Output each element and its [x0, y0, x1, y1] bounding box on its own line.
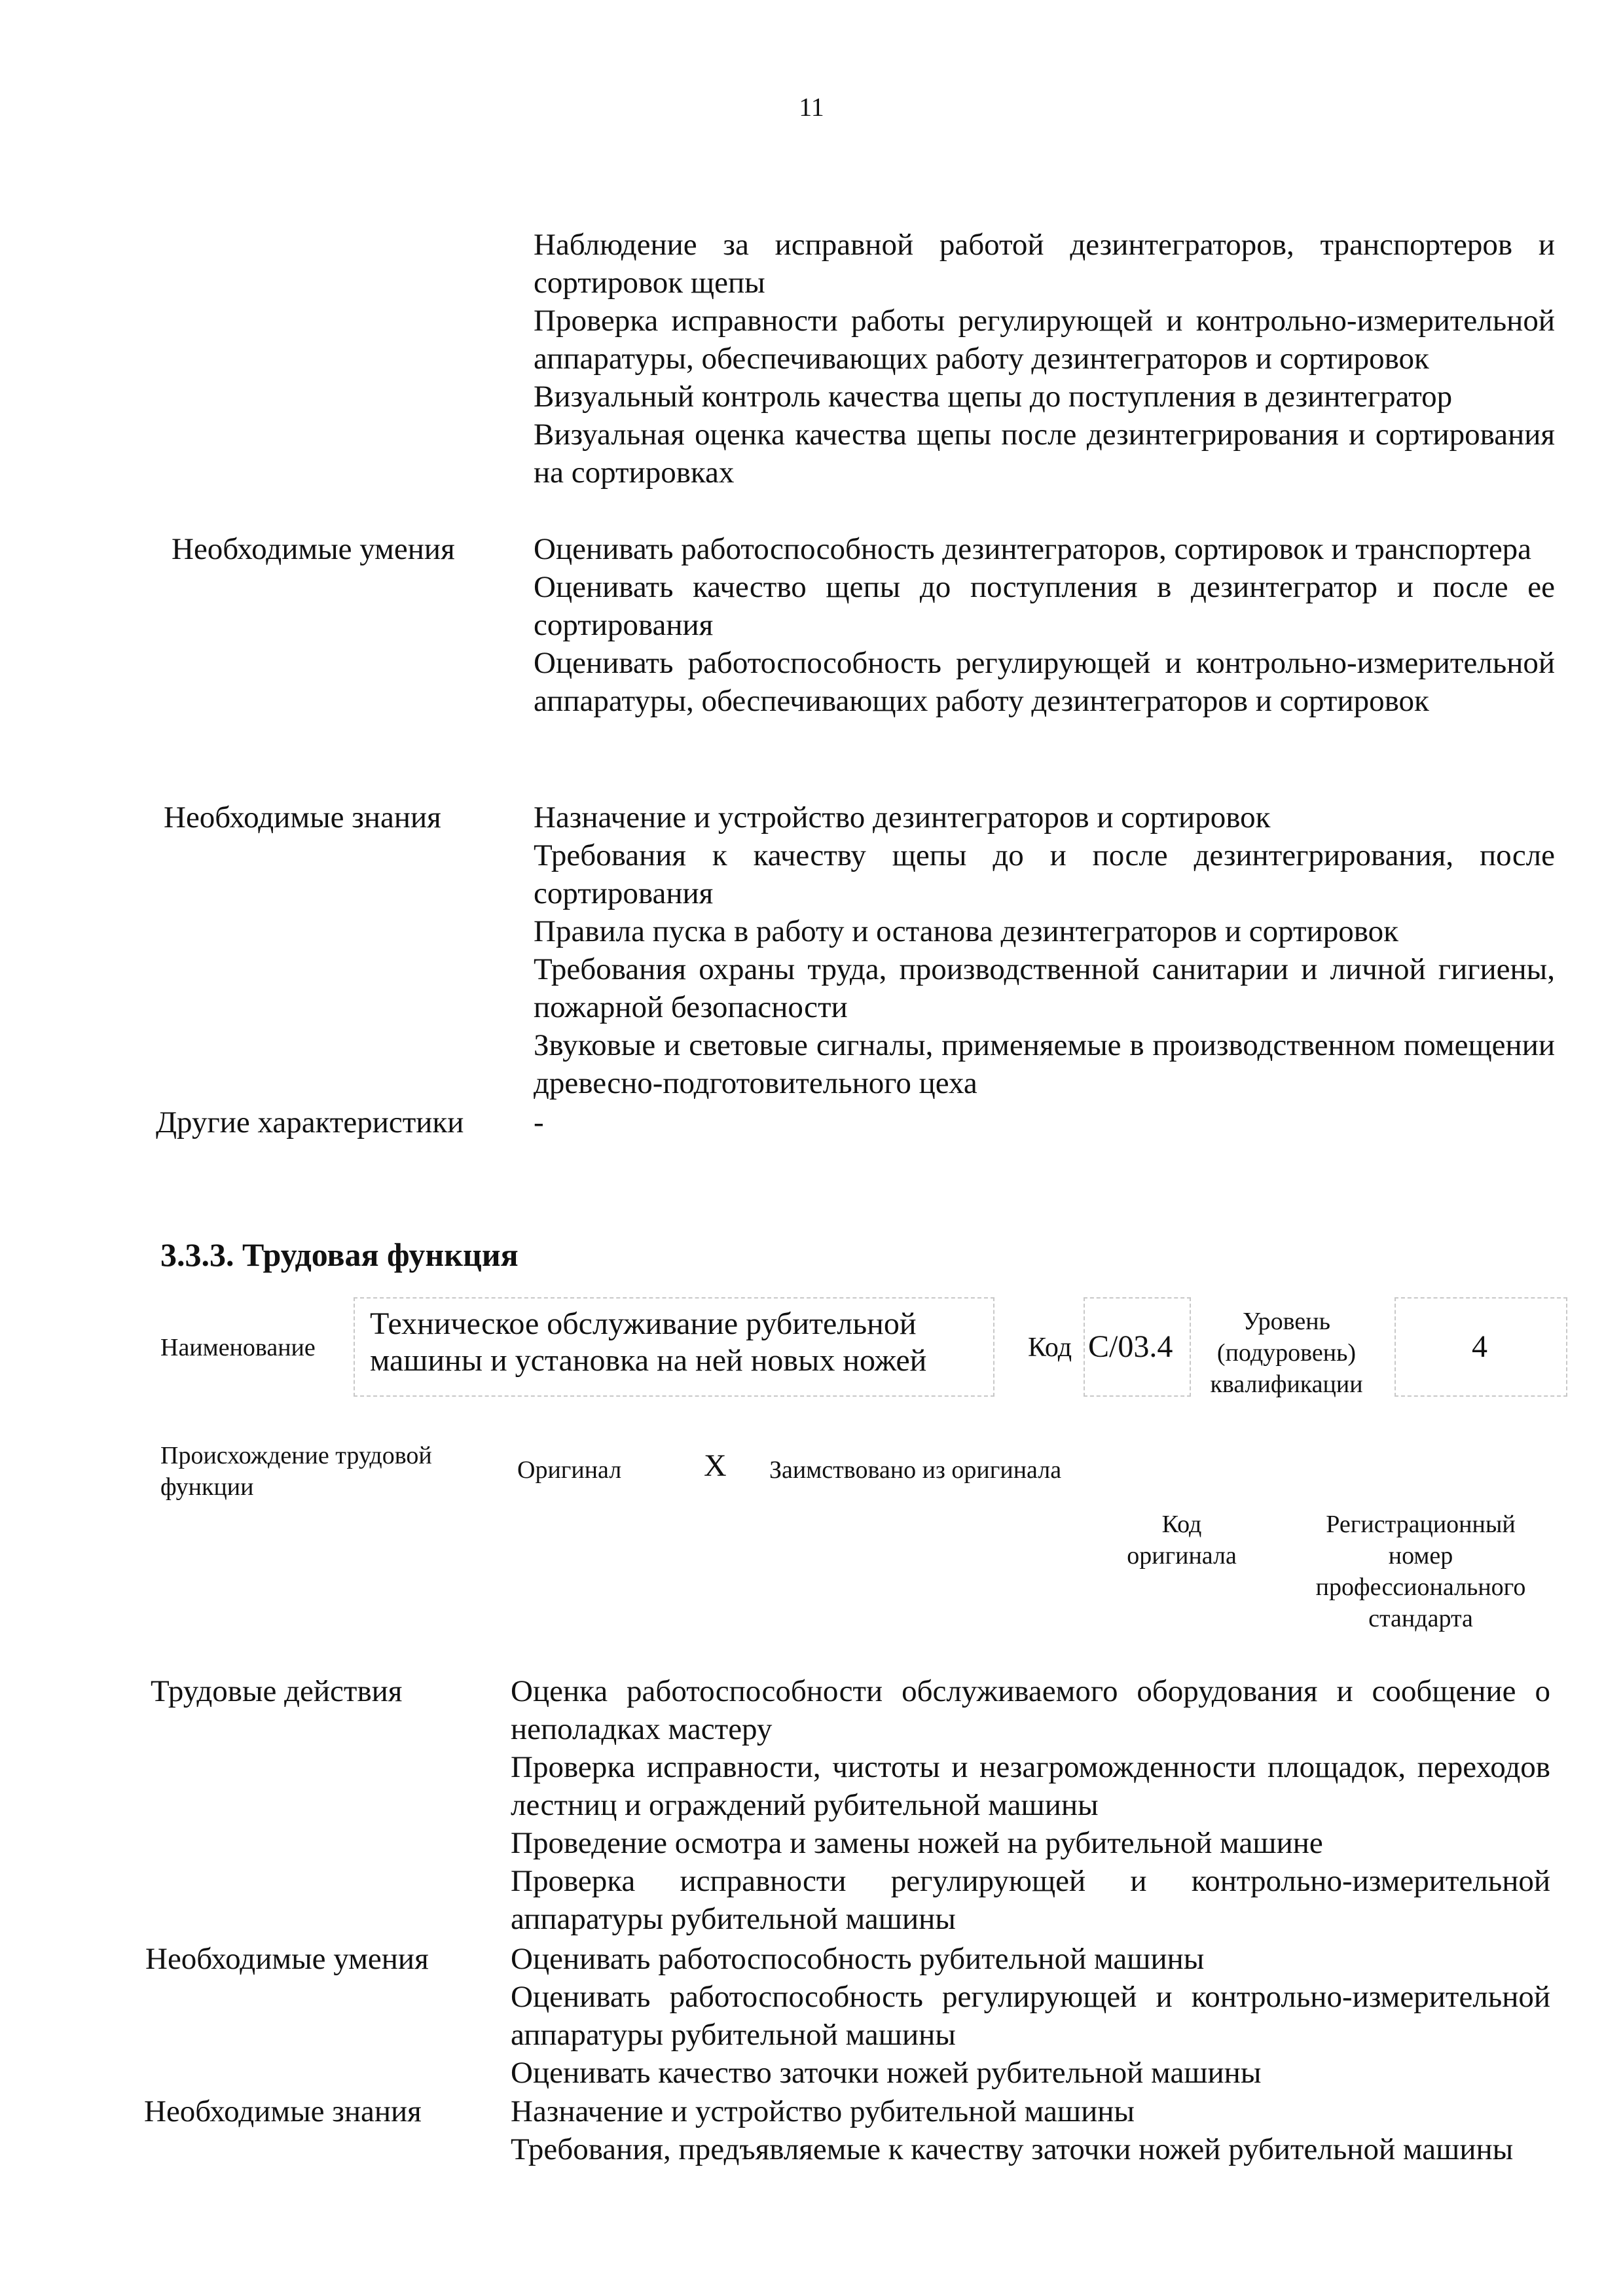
level-label: Уровень (подуровень) квалификации	[1210, 1308, 1363, 1398]
section1-knowledge	[534, 798, 1555, 1102]
borrowed-label: Заимствовано из оригинала	[769, 1456, 1062, 1484]
name-value: Техническое обслуживание рубительной машины и установка на ней новых ножей	[370, 1306, 927, 1378]
page-number: 11	[799, 92, 824, 122]
action-item: Визуальный контроль качества щепы до поступления в дезинтегратор	[534, 380, 1453, 414]
knowledge-item: Правила пуска в работу и останова дезинтеграторов и сортировок	[534, 914, 1398, 948]
knowledge-item: Требования охраны труда, производственной санитарии и личной гигиены, пожарной безопасности	[534, 952, 1555, 1024]
section-heading: 3.3.3. Трудовая функция	[160, 1236, 519, 1273]
knowledge-item: Назначение и устройство рубительной машины	[511, 2094, 1135, 2128]
skill-item: Оценивать качество щепы до поступления в дезинтегратор и после ее сортирования	[534, 570, 1555, 642]
action-item: Оценка работоспособности обслуживаемого оборудования и сообщение о неполадках мастеру	[511, 1674, 1550, 1746]
action-item: Наблюдение за исправной работой дезинтеграторов, транспортеров и сортировок щепы	[534, 228, 1555, 300]
original-mark: X	[704, 1448, 727, 1483]
skills-label: Необходимые умения	[172, 532, 455, 566]
section2-knowledge	[511, 2092, 1550, 2168]
knowledge-item: Звуковые и световые сигналы, применяемые в производственном помещении древесно-подготовительного цеха	[534, 1028, 1555, 1100]
action-item: Проверка исправности, чистоты и незагроможденности площадок, переходов лестниц и ограждений рубительной машины	[511, 1750, 1550, 1822]
skills-label: Необходимые умения	[145, 1942, 429, 1976]
action-item: Проверка исправности работы регулирующей и контрольно-измерительной аппаратуры, обеспечивающих работу дезинтеграторов и сортировок	[534, 304, 1555, 376]
skill-item: Оценивать работоспособность регулирующей и контрольно-измерительной аппаратуры, обеспечивающих работу дезинтеграторов и сортировок	[534, 646, 1555, 718]
skill-item: Оценивать качество заточки ножей рубительной машины	[511, 2056, 1262, 2090]
origin-label: Происхождение трудовой функции	[160, 1442, 432, 1501]
code-label: Код	[1028, 1333, 1072, 1363]
original-label: Оригинал	[517, 1456, 622, 1484]
action-item: Проведение осмотра и замены ножей на рубительной машине	[511, 1826, 1323, 1860]
other-value: -	[534, 1105, 544, 1139]
orig-code-label: Код оригинала	[1127, 1511, 1237, 1570]
actions-label: Трудовые действия	[151, 1674, 403, 1708]
knowledge-item: Требования к качеству щепы до и после дезинтегрирования, после сортирования	[534, 838, 1555, 910]
knowledge-label: Необходимые знания	[144, 2094, 422, 2128]
section1-actions	[534, 226, 1555, 492]
knowledge-item: Требования, предъявляемые к качеству заточки ножей рубительной машины	[511, 2132, 1514, 2166]
skill-item: Оценивать работоспособность регулирующей и контрольно-измерительной аппаратуры рубительной машины	[511, 1980, 1550, 2052]
action-item: Проверка исправности регулирующей и контрольно-измерительной аппаратуры рубительной машины	[511, 1864, 1550, 1936]
code-value: C/03.4	[1088, 1329, 1173, 1364]
reg-number-label: Регистрационный номер профессионального стандарта	[1315, 1511, 1526, 1632]
skill-item: Оценивать работоспособность рубительной машины	[511, 1942, 1205, 1976]
section1-skills	[534, 530, 1555, 720]
section2-actions	[511, 1672, 1550, 1938]
level-value: 4	[1472, 1329, 1487, 1364]
name-label: Наименование	[160, 1334, 316, 1361]
action-item: Визуальная оценка качества щепы после дезинтегрирования и сортирования на сортировках	[534, 418, 1555, 490]
knowledge-label: Необходимые знания	[164, 800, 441, 834]
other-label: Другие характеристики	[156, 1105, 464, 1139]
skill-item: Оценивать работоспособность дезинтеграторов, сортировок и транспортера	[534, 532, 1532, 566]
section2-skills	[511, 1940, 1550, 2092]
knowledge-item: Назначение и устройство дезинтеграторов и сортировок	[534, 800, 1271, 834]
